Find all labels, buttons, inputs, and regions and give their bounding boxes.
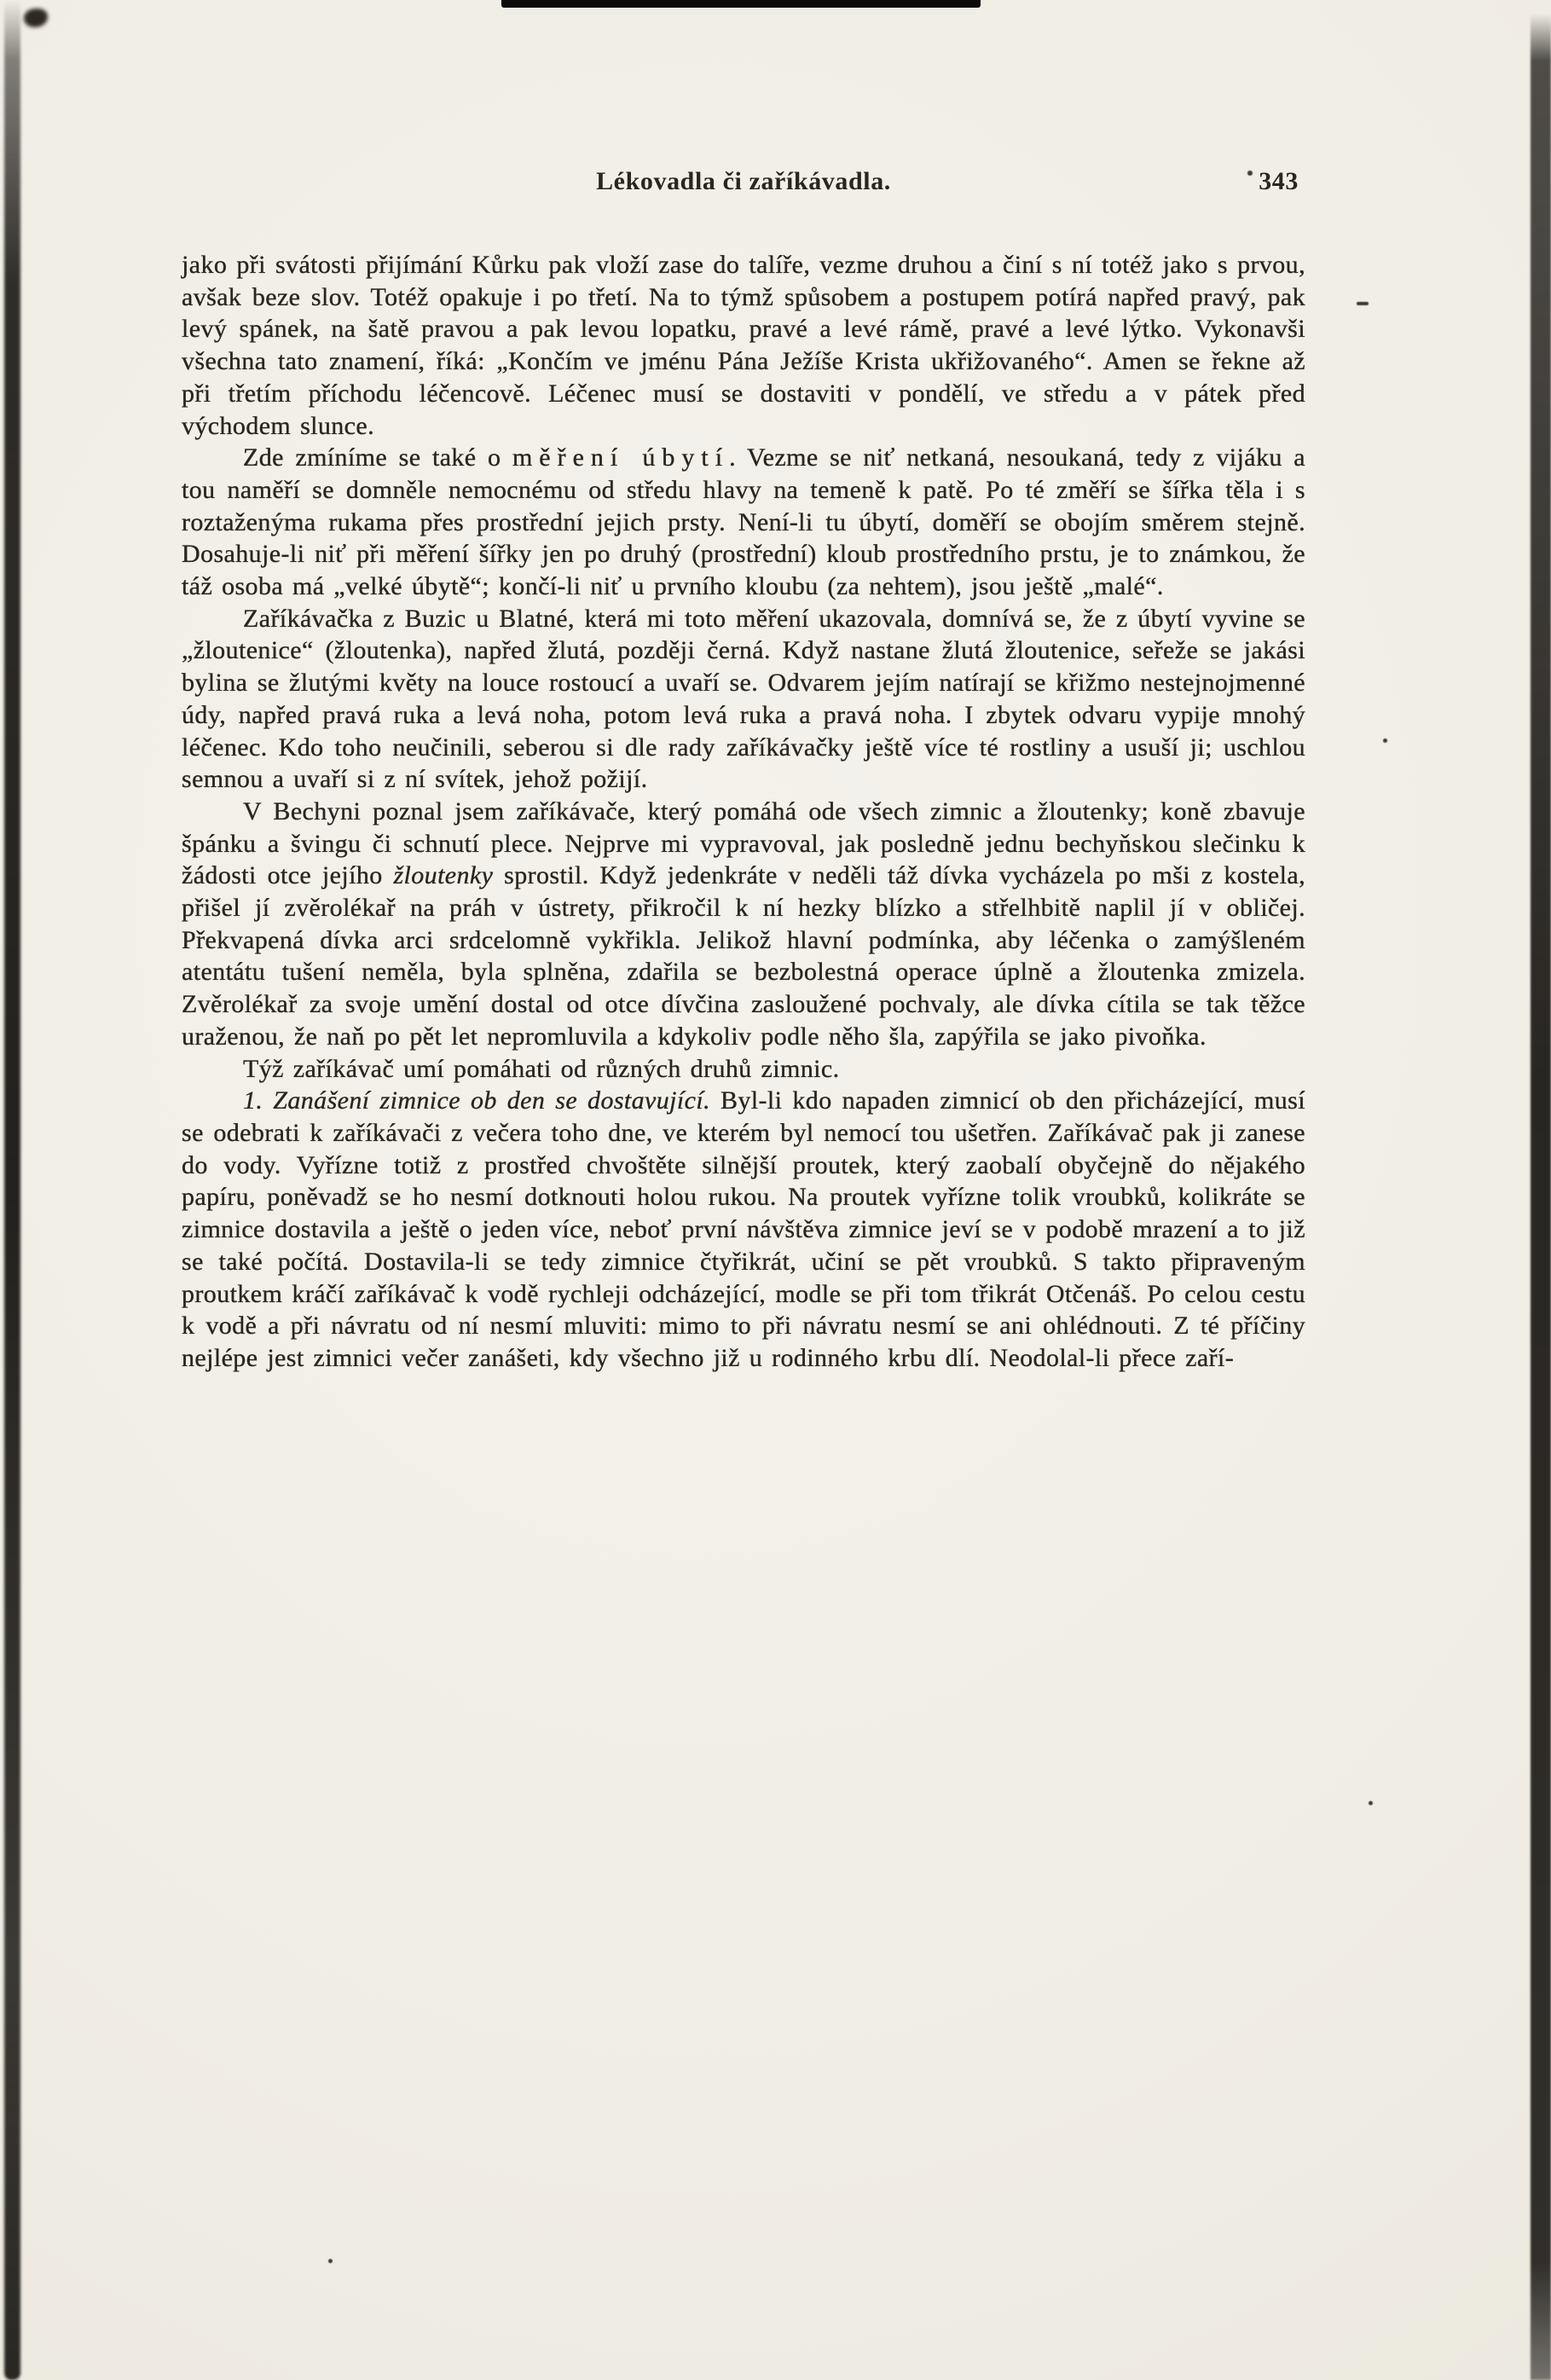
text-run: žloutenky: [393, 861, 494, 890]
ink-speck: [328, 2259, 333, 2263]
text-run: Týž zaříkávač umí pomáhati od různých druhů zimnic.: [243, 1054, 840, 1083]
paragraph: [182, 603, 1305, 796]
paragraph: [182, 1085, 1305, 1374]
text-run: . Vezme se niť netkaná, nesoukaná, tedy z vijáku a tou naměří se domněle nemocnému od středu hlavy na temeně k patě. Po té změří se šířka těla i s roztaženýma rukama přes prostřední jejich prsty. Není-li tu úbytí, doměří se obojím směrem stejně. Dosahuje-li niť při měření šířky jen po druhý (prostřední) kloub prostředního prstu, je to známkou, že táž osoba má „velké úbytě“; končí-li niť u prvního kloubu (za nehtem), jsou ještě „malé“.: [182, 443, 1306, 601]
paragraph: [182, 442, 1305, 603]
paragraph: [182, 1053, 1305, 1086]
scan-artifact-corner-mark: [24, 9, 48, 27]
scan-artifact-top-bar: [501, 0, 981, 8]
ink-speck: [1369, 1801, 1373, 1805]
text-run: měření úbytí: [512, 443, 730, 472]
text-run: Zde zmíníme se také o: [243, 443, 512, 472]
scan-artifact-right-edge: [1531, 14, 1551, 2380]
page-header: [182, 167, 1305, 196]
text-run: jako při svátosti přijímání Kůrku pak vloží zase do talíře, vezme druhou a činí s ní totéž jako s prvou, avšak beze slov. Totéž opakuje i po třetí. Na to týmž spůsobem a postupem potírá napřed pravý, pak levý spánek, na šatě pravou a pak levou lopatku, pravé a levé rámě, pravé a levé lýtko. Vykonavši všechna tato znamení, říká: „Končím ve jménu Pána Ježíše Krista ukřižovaného“. Amen se řekne až při třetím příchodu léčencově. Léčenec musí se dostaviti v pondělí, ve středu a v pátek před východem slunce.: [182, 251, 1305, 440]
running-title: Lékovadla či zaříkávadla.: [596, 167, 891, 195]
text-run: V Bechyni poznal jsem zaříkávače, který pomáhá ode všech zimnic a žloutenky; koně zbavuje špánku a švingu či schnutí plece. Nejprve mi vypravoval, jak posledně jednu bechyňskou slečinku k žádosti otce jejího: [182, 796, 1305, 890]
page-text: [182, 249, 1305, 1375]
paragraph: [182, 249, 1305, 442]
text-run: Byl-li kdo napaden zimnicí ob den přicházející, musí se odebrati k zaříkávači z večera toho dne, ve kterém byl nemocí tou ušetřen. Zaříkávač pak ji zanese do vody. Vyřízne totiž z prostřed chvoštěte silnější proutek, který zaobalí obyčejně do nějakého papíru, poněvadž se ho nesmí dotknouti holou rukou. Na proutek vyřízne tolik vroubků, kolikráte se zimnice dostavila a ještě o jeden více, neboť první návštěva zimnice jeví se v podobě mrazení a to již se také počítá. Dostavila-li se tedy zimnice čtyřikrát, učiní se pět vroubků. S takto připraveným proutkem kráčí zaříkávač k vodě rychleji odcházející, modle se při tom třikrát Otčenáš. Po celou cestu k vodě a při návratu od ní nesmí mluviti: mimo to při návratu nesmí se ani ohlédnouti. Z té příčiny nejlépe jest zimnici večer zanášeti, kdy všechno již u rodinného krbu dlí. Neodolal-li přece zaří-: [182, 1086, 1305, 1372]
page-number: 343: [1259, 167, 1299, 195]
scan-artifact-left-edge: [4, 0, 20, 2380]
text-run: Zaříkávačka z Buzic u Blatné, která mi toto měření ukazovala, domnívá se, že z úbytí vyvine se „žloutenice“ (žloutenka), napřed žlutá, později černá. Když nastane žlutá žloutenice, seřeže se jakási bylina se žlutými květy na louce rostoucí a uvaří se. Odvarem jejím natírají se křižmo nestejnojmenné údy, napřed pravá ruka a levá noha, potom levá ruka a pravá noha. I zbytek odvaru vypije mnohý léčenec. Kdo toho neučinili, seberou si dle rady zaříkávačky ještě více té rostliny a usuší ji; uschlou semnou a uvaří si z ní svítek, jehož požijí.: [182, 604, 1305, 794]
ink-speck: [1357, 302, 1369, 305]
text-run: 1. Zanášení zimnice ob den se dostavující.: [243, 1086, 710, 1115]
ink-speck: [1383, 738, 1387, 743]
paragraph: [182, 796, 1305, 1053]
text-run: sprostil. Když jedenkráte v neděli táž dívka vycházela po mši z kostela, přišel jí zvěrolékař na práh v ústrety, přikročil k ní hezky blízko a střelhbitě naplil jí v obličej. Překvapená dívka arci srdcelomně vykřikla. Jelikož hlavní podmínka, aby léčenka o zamýšleném atentátu tušení neměla, byla splněna, zdařila se bezbolestná operace úplně a žloutenka zmizela. Zvěrolékař za svoje umění dostal od otce dívčina zasloužené pochvaly, ale dívka cítila se tak těžce uraženou, že naň po pět let nepromluvila a kdykoliv podle něho šla, zapýřila se jako pivoňka.: [182, 861, 1305, 1051]
